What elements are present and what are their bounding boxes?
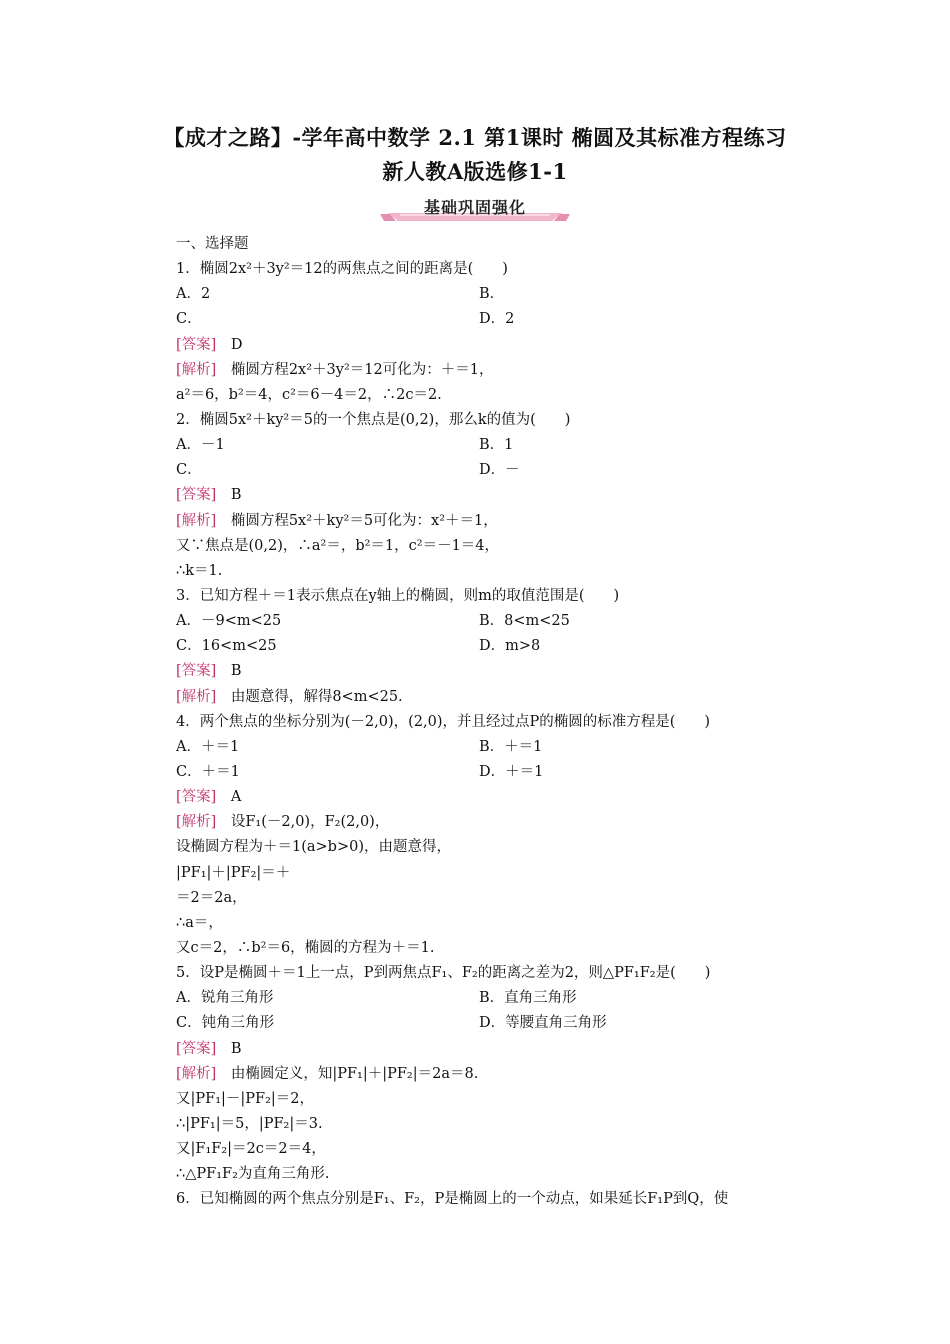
- analysis-line: ∴a＝，: [176, 914, 223, 931]
- analysis-line: a²＝6，b²＝4，c²＝6－4＝2，∴2c＝2.: [176, 386, 442, 403]
- option-d: D．－: [479, 462, 520, 479]
- analysis-line: ＝2＝2a，: [176, 889, 247, 906]
- analysis-line: ∴|PF₁|＝5，|PF₂|＝3.: [176, 1115, 323, 1132]
- option-b: B．1: [479, 437, 514, 454]
- question-2-stem: 2．椭圆5x²＋ky²＝5的一个焦点是(0,2)，那么k的值为( ): [176, 411, 571, 428]
- question-4-stem: 4．两个焦点的坐标分别为(－2,0)，(2,0)，并且经过点P的椭圆的标准方程是( ): [176, 713, 711, 730]
- answer-tag: [答案]: [176, 663, 217, 680]
- question-5-analysis: [176, 1062, 816, 1087]
- option-a: A．2: [176, 286, 211, 303]
- document-body: [176, 232, 816, 1212]
- question-1-options-row-2: [176, 307, 816, 332]
- section-heading: 一、选择题: [176, 236, 249, 252]
- analysis-tag: [解析]: [176, 361, 217, 378]
- question-1-answer: [176, 333, 816, 358]
- answer-value: A: [230, 789, 242, 806]
- option-d: D．2: [479, 311, 515, 328]
- option-c: C．: [176, 462, 202, 479]
- question-5-options-row-1: [176, 986, 816, 1011]
- answer-tag: [答案]: [176, 487, 217, 504]
- question-5-options-row-2: [176, 1011, 816, 1036]
- answer-value: B: [230, 1040, 242, 1057]
- question-5-stem: 5．设P是椭圆＋＝1上一点，P到两焦点F₁、F₂的距离之差为2，则△PF₁F₂是( ): [176, 965, 711, 982]
- banner-title: 基础巩固强化: [423, 198, 526, 217]
- option-c: C．＋＝1: [176, 763, 240, 780]
- analysis-tag: [解析]: [176, 512, 217, 529]
- analysis-tag: [解析]: [176, 814, 217, 831]
- answer-tag: [答案]: [176, 336, 217, 353]
- question-1-options-row-1: [176, 282, 816, 307]
- section-banner: [380, 193, 570, 223]
- question-2-options-row-1: [176, 433, 816, 458]
- analysis-line: 又|PF₁|－|PF₂|＝2，: [176, 1090, 315, 1107]
- analysis-line: |PF₁|＋|PF₂|＝＋: [176, 864, 291, 881]
- analysis-text: 由题意得，解得8<m<25.: [230, 688, 403, 705]
- analysis-line: 设椭圆方程为＋＝1(a>b>0)，由题意得，: [176, 839, 451, 856]
- answer-value: B: [230, 663, 242, 680]
- option-b: B．＋＝1: [479, 738, 543, 755]
- option-c: C．16<m<25: [176, 638, 277, 655]
- option-d: D．＋＝1: [479, 763, 544, 780]
- analysis-line: 又c＝2，∴b²＝6，椭圆的方程为＋＝1.: [176, 939, 435, 956]
- option-b: B．: [479, 286, 505, 303]
- question-4-analysis: [176, 810, 816, 835]
- question-3-answer: [176, 659, 816, 684]
- analysis-text: 椭圆方程5x²＋ky²＝5可化为：x²＋＝1，: [230, 512, 498, 529]
- analysis-line: ∴k＝1.: [176, 562, 223, 579]
- answer-value: B: [230, 487, 242, 504]
- analysis-text: 椭圆方程2x²＋3y²＝12可化为：＋＝1，: [230, 361, 494, 378]
- question-2-analysis: [176, 509, 816, 534]
- question-5-answer: [176, 1037, 816, 1062]
- document-title-line-2: 新人教A版选修1-1: [382, 159, 568, 184]
- question-2-options-row-2: [176, 458, 816, 483]
- option-c: C．钝角三角形: [176, 1015, 275, 1032]
- analysis-tag: [解析]: [176, 688, 217, 705]
- question-3-options-row-1: [176, 609, 816, 634]
- question-3-analysis: [176, 685, 816, 710]
- question-2-answer: [176, 483, 816, 508]
- question-6-stem: 6．已知椭圆的两个焦点分别是F₁、F₂，P是椭圆上的一个动点，如果延长F₁P到Q，使: [176, 1191, 729, 1208]
- analysis-text: 由椭圆定义，知|PF₁|＋|PF₂|＝2a＝8.: [230, 1065, 479, 1082]
- option-b: B．8<m<25: [479, 613, 570, 630]
- option-c: C．: [176, 311, 202, 328]
- answer-value: D: [230, 336, 243, 353]
- question-4-options-row-1: [176, 735, 816, 760]
- analysis-line: 又|F₁F₂|＝2c＝2＝4，: [176, 1141, 326, 1158]
- question-4-answer: [176, 785, 816, 810]
- option-d: D．等腰直角三角形: [479, 1015, 607, 1032]
- answer-tag: [答案]: [176, 789, 217, 806]
- option-a: A．＋＝1: [176, 738, 240, 755]
- option-a: A．－1: [176, 437, 225, 454]
- question-1-stem: 1．椭圆2x²＋3y²＝12的两焦点之间的距离是( ): [176, 261, 508, 278]
- question-1-analysis: [176, 358, 816, 383]
- question-4-options-row-2: [176, 760, 816, 785]
- analysis-line: ∴△PF₁F₂为直角三角形.: [176, 1166, 330, 1183]
- question-3-stem: 3．已知方程＋＝1表示焦点在y轴上的椭圆，则m的取值范围是( ): [176, 587, 620, 604]
- option-a: A．－9<m<25: [176, 613, 282, 630]
- option-a: A．锐角三角形: [176, 990, 274, 1007]
- analysis-tag: [解析]: [176, 1065, 217, 1082]
- option-b: B．直角三角形: [479, 990, 577, 1007]
- answer-tag: [答案]: [176, 1040, 217, 1057]
- analysis-text: 设F₁(－2,0)，F₂(2,0)，: [230, 814, 390, 831]
- document-title-line-1: 【成才之路】-学年高中数学 2.1 第1课时 椭圆及其标准方程练习: [163, 125, 787, 150]
- option-d: D．m>8: [479, 638, 541, 655]
- question-3-options-row-2: [176, 634, 816, 659]
- analysis-line: 又∵焦点是(0,2)，∴a²＝，b²＝1，c²＝－1＝4，: [176, 537, 500, 554]
